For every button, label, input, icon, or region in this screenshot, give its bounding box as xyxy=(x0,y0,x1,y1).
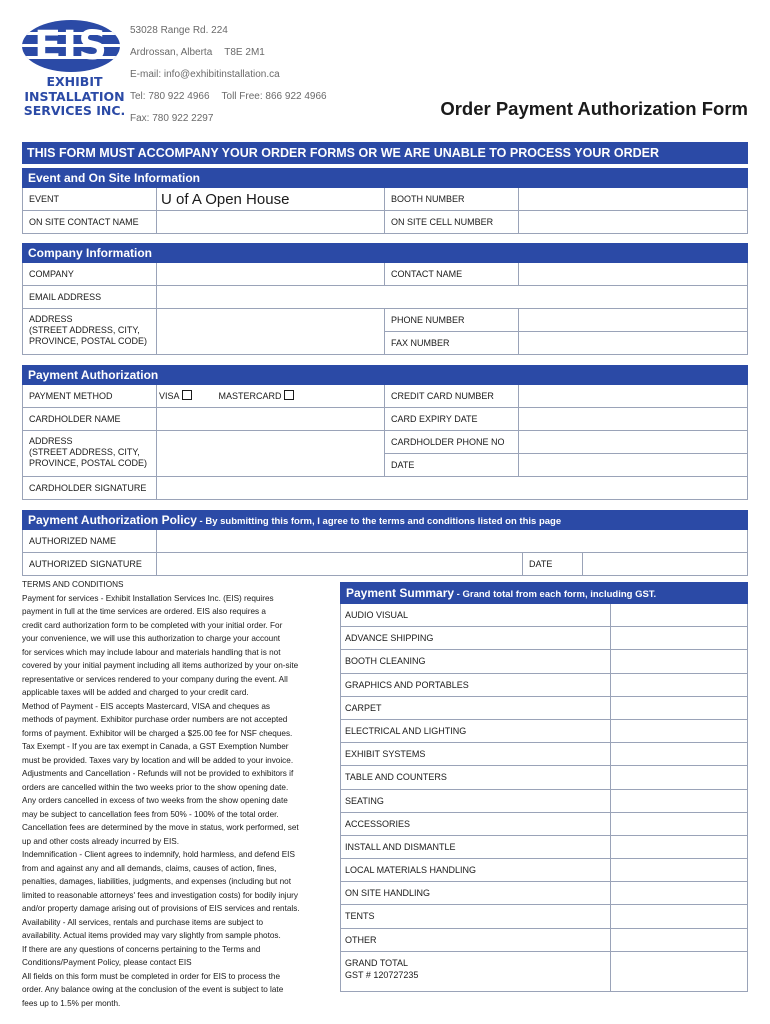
terms-line: Method of Payment - EIS accepts Mastercard, VISA and cheques as xyxy=(22,701,271,711)
event-field[interactable]: U of A Open House xyxy=(157,188,385,210)
city: Ardrossan, Alberta xyxy=(130,47,213,58)
grand-total-label xyxy=(341,952,611,991)
fax-number-field[interactable] xyxy=(519,332,747,354)
summary-row xyxy=(340,766,748,789)
terms-line: order. Any balance owing at the conclusion of the event is subject to late xyxy=(22,985,284,994)
terms-line: Conditions/Payment Policy, please contact EIS xyxy=(22,958,192,967)
toll-free: Toll Free: 866 922 4966 xyxy=(221,91,327,102)
logo-company-name xyxy=(22,75,127,119)
terms-line: Tax Exempt - If you are tax exempt in Canada, a GST Exemption Number xyxy=(22,742,289,751)
authorized-signature-row xyxy=(22,553,748,576)
summary-subheading: - Grand total from each form, including GST. xyxy=(454,589,657,600)
summary-item-label: TABLE AND COUNTERS xyxy=(341,766,611,788)
terms-line: Adjustments and Cancellation - Refunds will not be provided to exhibitors if xyxy=(22,769,294,778)
summary-heading: Payment Summary xyxy=(346,586,455,600)
grand-total-text: GRAND TOTAL xyxy=(345,957,409,968)
eis-logo xyxy=(22,20,127,119)
email-address-label: EMAIL ADDRESS xyxy=(23,286,157,308)
terms-line: credit card authorization form to be completed with your initial order. For xyxy=(22,620,283,630)
summary-item-field[interactable] xyxy=(611,836,747,858)
address-label-line: ADDRESS xyxy=(29,314,73,324)
date-field[interactable] xyxy=(519,454,747,476)
fax: Fax: 780 922 2297 xyxy=(130,113,214,124)
phone-line xyxy=(130,86,327,108)
email: E-mail: info@exhibitinstallation.ca xyxy=(130,69,280,80)
terms-line: Indemnification - Client agrees to indemnify, hold harmless, and defend EIS xyxy=(22,850,295,859)
summary-row xyxy=(340,882,748,905)
summary-item-label: ON SITE HANDLING xyxy=(341,882,611,904)
credit-card-number-label: CREDIT CARD NUMBER xyxy=(385,385,519,407)
cardholder-phone-field[interactable] xyxy=(519,431,747,454)
gst-number: GST # 120727235 xyxy=(345,969,419,980)
cardholder-address-row xyxy=(22,431,748,477)
section-heading xyxy=(22,510,748,530)
summary-item-field[interactable] xyxy=(611,650,747,672)
payment-summary xyxy=(340,582,748,992)
terms-line: must be provided. Taxes vary by location and will be added to your invoice. xyxy=(22,755,294,765)
summary-row xyxy=(340,859,748,882)
cardholder-signature-field[interactable] xyxy=(157,477,747,499)
terms-line: and/or property damage arising out of provisions of EIS services and rentals. xyxy=(22,904,300,913)
summary-item-field[interactable] xyxy=(611,905,747,927)
summary-item-field[interactable] xyxy=(611,720,747,742)
summary-item-field[interactable] xyxy=(611,859,747,881)
visa-checkbox[interactable] xyxy=(182,390,192,400)
grand-total-field[interactable] xyxy=(611,952,747,991)
mastercard-label: MASTERCARD xyxy=(218,391,282,401)
terms-line: Payment for services - Exhibit Installation Services Inc. (EIS) requires xyxy=(22,593,274,603)
logo-letters: EIS xyxy=(33,23,108,69)
authorized-signature-label: AUTHORIZED SIGNATURE xyxy=(23,553,157,575)
summary-item-label: TENTS xyxy=(341,905,611,927)
terms-line: Any orders cancelled in excess of two weeks from the show opening date xyxy=(22,796,288,805)
terms-line: applicable taxes will be added and charged to your credit card. xyxy=(22,688,249,697)
summary-item-label: AUDIO VISUAL xyxy=(341,604,611,626)
terms-heading: TERMS AND CONDITIONS xyxy=(22,580,124,589)
phone-number-field[interactable] xyxy=(519,309,747,332)
street-address: 53028 Range Rd. 224 xyxy=(130,25,228,36)
company-row xyxy=(22,263,748,286)
contact-name-label: CONTACT NAME xyxy=(385,263,519,285)
terms-line: forms of payment. Exhibitor will be charged a $25.00 fee for NSF cheques. xyxy=(22,728,293,738)
grand-total-row xyxy=(340,952,748,992)
terms-line: Availability - All services, rentals and purchase items are subject to xyxy=(22,917,264,927)
payment-method-row xyxy=(22,385,748,408)
value-stack xyxy=(519,309,747,354)
summary-row xyxy=(340,743,748,766)
address-field[interactable] xyxy=(157,309,385,354)
summary-item-label: INSTALL AND DISMANTLE xyxy=(341,836,611,858)
summary-item-label: CARPET xyxy=(341,697,611,719)
phone-number-label: PHONE NUMBER xyxy=(391,315,465,325)
section-heading: Event and On Site Information xyxy=(22,168,748,188)
cardholder-row xyxy=(22,408,748,431)
summary-item-field[interactable] xyxy=(611,743,747,765)
address-label xyxy=(23,309,157,354)
terms-line: methods of payment. Exhibitor purchase order numbers are not accepted xyxy=(22,715,288,724)
label-stack xyxy=(385,309,519,354)
terms-line: representative or services rendered to your company during the event. All xyxy=(22,674,288,684)
warning-banner: THIS FORM MUST ACCOMPANY YOUR ORDER FORMS OR WE ARE UNABLE TO PROCESS YOUR ORDER xyxy=(22,142,748,164)
cardholder-name-label: CARDHOLDER NAME xyxy=(23,408,157,430)
summary-item-field[interactable] xyxy=(611,604,747,626)
visa-label: VISA xyxy=(159,391,180,401)
address-label-line: (STREET ADDRESS, CITY, xyxy=(29,325,140,335)
signature-row xyxy=(22,477,748,500)
on-site-contact-label: ON SITE CONTACT NAME xyxy=(23,211,157,233)
terms-line: availability. Actual items provided may vary slightly from sample photos. xyxy=(22,931,281,940)
summary-row xyxy=(340,604,748,627)
terms-line: All fields on this form must be completed in order for EIS to process the xyxy=(22,971,281,981)
policy-section xyxy=(22,510,748,576)
address-label-line: (STREET ADDRESS, CITY, xyxy=(29,447,140,457)
terms-line: up and other costs already incurred by EIS. xyxy=(22,836,180,846)
terms-line: from and against any and all demands, claims, causes of action, fines, xyxy=(22,863,277,873)
logo-line-2: INSTALLATION xyxy=(24,88,125,104)
summary-row xyxy=(340,720,748,743)
summary-row xyxy=(340,905,748,928)
policy-heading: Payment Authorization Policy xyxy=(28,513,197,527)
policy-subheading: - By submitting this form, I agree to the terms and conditions listed on this page xyxy=(196,516,562,527)
cardholder-address-label xyxy=(23,431,157,476)
card-expiry-field[interactable] xyxy=(519,408,747,430)
address-label-line: ADDRESS xyxy=(29,436,73,446)
mastercard-checkbox[interactable] xyxy=(284,390,294,400)
terms-line: for services which may include labour and materials handling that is not xyxy=(22,647,281,657)
summary-row xyxy=(340,790,748,813)
terms-line: fees up to 1.5% per month. xyxy=(22,998,121,1008)
telephone: Tel: 780 922 4966 xyxy=(130,91,210,102)
summary-row xyxy=(340,650,748,673)
terms-line: orders are cancelled within the two weeks prior to the show opening date. xyxy=(22,782,289,792)
email-row xyxy=(22,286,748,309)
cardholder-address-field[interactable] xyxy=(157,431,385,476)
email-address-field[interactable] xyxy=(157,286,747,308)
cardholder-signature-label: CARDHOLDER SIGNATURE xyxy=(23,477,157,499)
summary-item-label: ADVANCE SHIPPING xyxy=(341,627,611,649)
terms-line: may be subject to cancellation fees from 50% - 100% of the total order. xyxy=(22,809,279,819)
summary-row xyxy=(340,836,748,859)
summary-item-field[interactable] xyxy=(611,790,747,812)
summary-item-field[interactable] xyxy=(611,882,747,904)
logo-oval xyxy=(22,20,120,72)
summary-item-label: ELECTRICAL AND LIGHTING xyxy=(341,720,611,742)
contact-info xyxy=(130,20,327,130)
on-site-contact-field[interactable] xyxy=(157,211,385,233)
city-line xyxy=(130,42,327,64)
payment-method-options xyxy=(157,385,385,407)
postal-code: T8E 2M1 xyxy=(224,47,265,58)
summary-rows xyxy=(340,604,748,952)
address-row xyxy=(22,309,748,355)
summary-row xyxy=(340,627,748,650)
section-heading: Payment Authorization xyxy=(22,365,748,385)
logo-line-1: EXHIBIT xyxy=(46,74,103,89)
address-label-line: PROVINCE, POSTAL CODE) xyxy=(29,458,148,468)
logo-line-3: SERVICES INC. xyxy=(23,103,126,118)
fax-number-label: FAX NUMBER xyxy=(391,338,450,348)
credit-card-number-field[interactable] xyxy=(519,385,747,407)
cardholder-name-field[interactable] xyxy=(157,408,385,430)
payment-method-label: PAYMENT METHOD xyxy=(23,385,157,407)
summary-row xyxy=(340,674,748,697)
terms-line: If there are any questions of concerns pertaining to the Terms and xyxy=(22,944,261,954)
contact-name-field[interactable] xyxy=(519,263,747,285)
terms-line: penalties, damages, liabilities, judgments, and expenses (including but not xyxy=(22,877,291,886)
summary-item-field[interactable] xyxy=(611,929,747,951)
date-label: DATE xyxy=(391,460,415,470)
company-section xyxy=(22,243,748,355)
terms-line: limited to reasonable attorneys' fees and investigation costs) for bodily injury xyxy=(22,890,298,900)
authorized-signature-field[interactable] xyxy=(157,553,523,575)
summary-item-field[interactable] xyxy=(611,766,747,788)
terms-line: your convenience, we will use this authorization to charge your account xyxy=(22,634,281,643)
on-site-cell-label: ON SITE CELL NUMBER xyxy=(385,211,519,233)
event-section xyxy=(22,168,748,234)
label-stack xyxy=(385,431,519,476)
event-label: EVENT xyxy=(23,188,157,210)
payment-section xyxy=(22,365,748,500)
summary-row xyxy=(340,813,748,836)
event-row xyxy=(22,188,748,211)
section-heading: Company Information xyxy=(22,243,748,263)
summary-item-label: SEATING xyxy=(341,790,611,812)
terms-line: covered by your initial payment including all items authorized by your on-site xyxy=(22,661,299,670)
value-stack xyxy=(519,431,747,476)
authorized-name-row xyxy=(22,530,748,553)
company-field[interactable] xyxy=(157,263,385,285)
summary-item-label: OTHER xyxy=(341,929,611,951)
summary-row xyxy=(340,697,748,720)
summary-item-label: ACCESSORIES xyxy=(341,813,611,835)
summary-item-label: BOOTH CLEANING xyxy=(341,650,611,672)
authorized-name-field[interactable] xyxy=(157,530,747,552)
summary-row xyxy=(340,929,748,952)
policy-date-label: DATE xyxy=(523,553,583,575)
policy-date-field[interactable] xyxy=(583,553,747,575)
section-heading xyxy=(340,582,748,604)
summary-item-label: GRAPHICS AND PORTABLES xyxy=(341,674,611,696)
address-label-line: PROVINCE, POSTAL CODE) xyxy=(29,336,148,346)
summary-item-field[interactable] xyxy=(611,813,747,835)
terms-and-conditions xyxy=(22,578,332,1010)
booth-number-field[interactable] xyxy=(519,188,747,210)
on-site-cell-field[interactable] xyxy=(519,211,747,233)
authorized-name-label: AUTHORIZED NAME xyxy=(23,530,157,552)
booth-number-label: BOOTH NUMBER xyxy=(385,188,519,210)
summary-item-label: LOCAL MATERIALS HANDLING xyxy=(341,859,611,881)
summary-item-field[interactable] xyxy=(611,674,747,696)
summary-item-label: EXHIBIT SYSTEMS xyxy=(341,743,611,765)
contact-row xyxy=(22,211,748,234)
card-expiry-label: CARD EXPIRY DATE xyxy=(385,408,519,430)
summary-item-field[interactable] xyxy=(611,627,747,649)
form-title: Order Payment Authorization Form xyxy=(440,98,748,119)
terms-line: Cancellation fees are determined by the move in status, work performed, set xyxy=(22,823,299,832)
summary-item-field[interactable] xyxy=(611,697,747,719)
terms-line: payment in full at the time services are ordered. EIS also requires a xyxy=(22,607,266,616)
cardholder-phone-label: CARDHOLDER PHONE NO xyxy=(391,437,505,447)
company-label: COMPANY xyxy=(23,263,157,285)
